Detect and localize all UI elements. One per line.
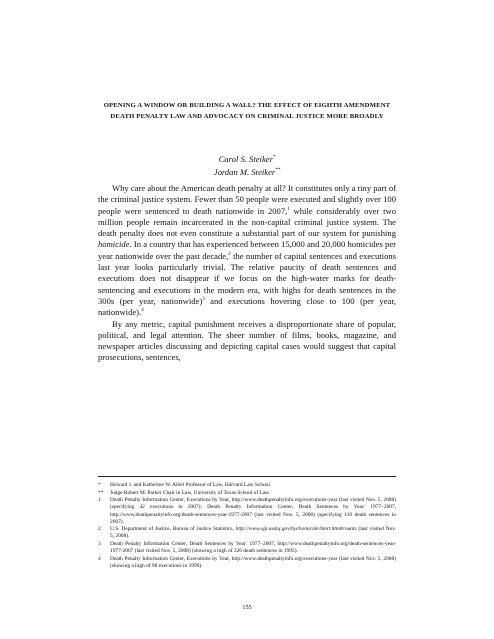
author-name: Jordan M. Steiker** [213,166,281,177]
footnote: * Howard J. and Katherine W. Aibel Professor of Law, Harvard Law School. [98,482,272,488]
footnote: 4 Death Penalty Information Center, Executions by Year, http://www.deathpenaltyinfo.org/executions-year (last visited Nov. 5, 2008) (showing a high of 98 executions in 1999). [98,555,396,569]
paragraph: Why care about the American death penalty at all? It constitutes only a tiny part of the criminal justice system. Fewer than 50 people were executed and slightly over 100 people were sentenced to death nationwide in 2007,$^1$ while considerably over two million people remain incarcerated in the non-capital criminal justice system. The death penalty does not even constitute a substantial part of our system for punishing homicide. In a country that has experienced between 15,000 and 20,000 homicides per year nationwide over the past decade,$^2$ the number of capital sentences and executions last year looks particularly trivial. The relative paucity of death sentences and executions does not disappear if we focus on the high-water marks for death-sentencing and executions in the modern era, with highs for death sentences in the 300s (per year, nationwide)$^3$ and executions hovering close to 100 (per year, nationwide).$^4$ [98,183,397,318]
footnote-ref: 4 [141,308,144,314]
footnotes [98,482,396,571]
author-name: Carol S. Steiker* [218,153,276,164]
page-number: 155 [242,604,252,611]
footnote-ref: 3 [202,297,205,303]
footnote: 1 Death Penalty Information Center, Executions by Year, http://www.deathpenaltyinfo.org/executions-year (last visited Nov. 5, 2008) (specifying 42 executions in 2007); Death Penalty Information Center, Death Sentences by Year: 1977–2007, http://www.deathpenaltyinfo.org/death-sentences-year-1977-2007 (last visited Nov. 5, 2008) (specifying 110 death sentences in 2007). [98,497,396,525]
author-block [0,152,494,178]
article-title: OPENING A WINDOW OR BUILDING A WALL? THE EFFECT OF EIGHTH AMENDMENT DEATH PENALTY LAW AND ADVOCACY ON CRIMINAL JUSTICE MORE BROADLY [103,102,391,120]
footnote-ref: 1 [287,206,290,212]
footnote: ** Judge Robert M. Parker Chair in Law, University of Texas School of Law. [98,489,271,496]
footnote: 3 Death Penalty Information Center, Death Sentences by Year: 1977–2007, http://www.deathpenaltyinfo.org/death-sentences-year-1977-2007 (last visited Nov. 5, 2008) (showing a high of 326 death sentences in 1995). [98,541,396,555]
footnote-ref: 2 [228,251,231,257]
footnote-divider [98,476,396,477]
body-text [98,183,396,364]
paragraph: By any metric, capital punishment receives a disproportionate share of popular, political, and legal attention. The sheer number of films, books, magazine, and newspaper articles discussing and depicting capital cases would suggest that capital prosecutions, sentences, [98,318,396,363]
footnote: 2 U.S. Department of Justice, Bureau of Justice Statistics, http://www.ojp.usdoj.gov/bjs/homicide/hmrt.htm#counts (last visited Nov. 5, 2008). [98,526,396,540]
